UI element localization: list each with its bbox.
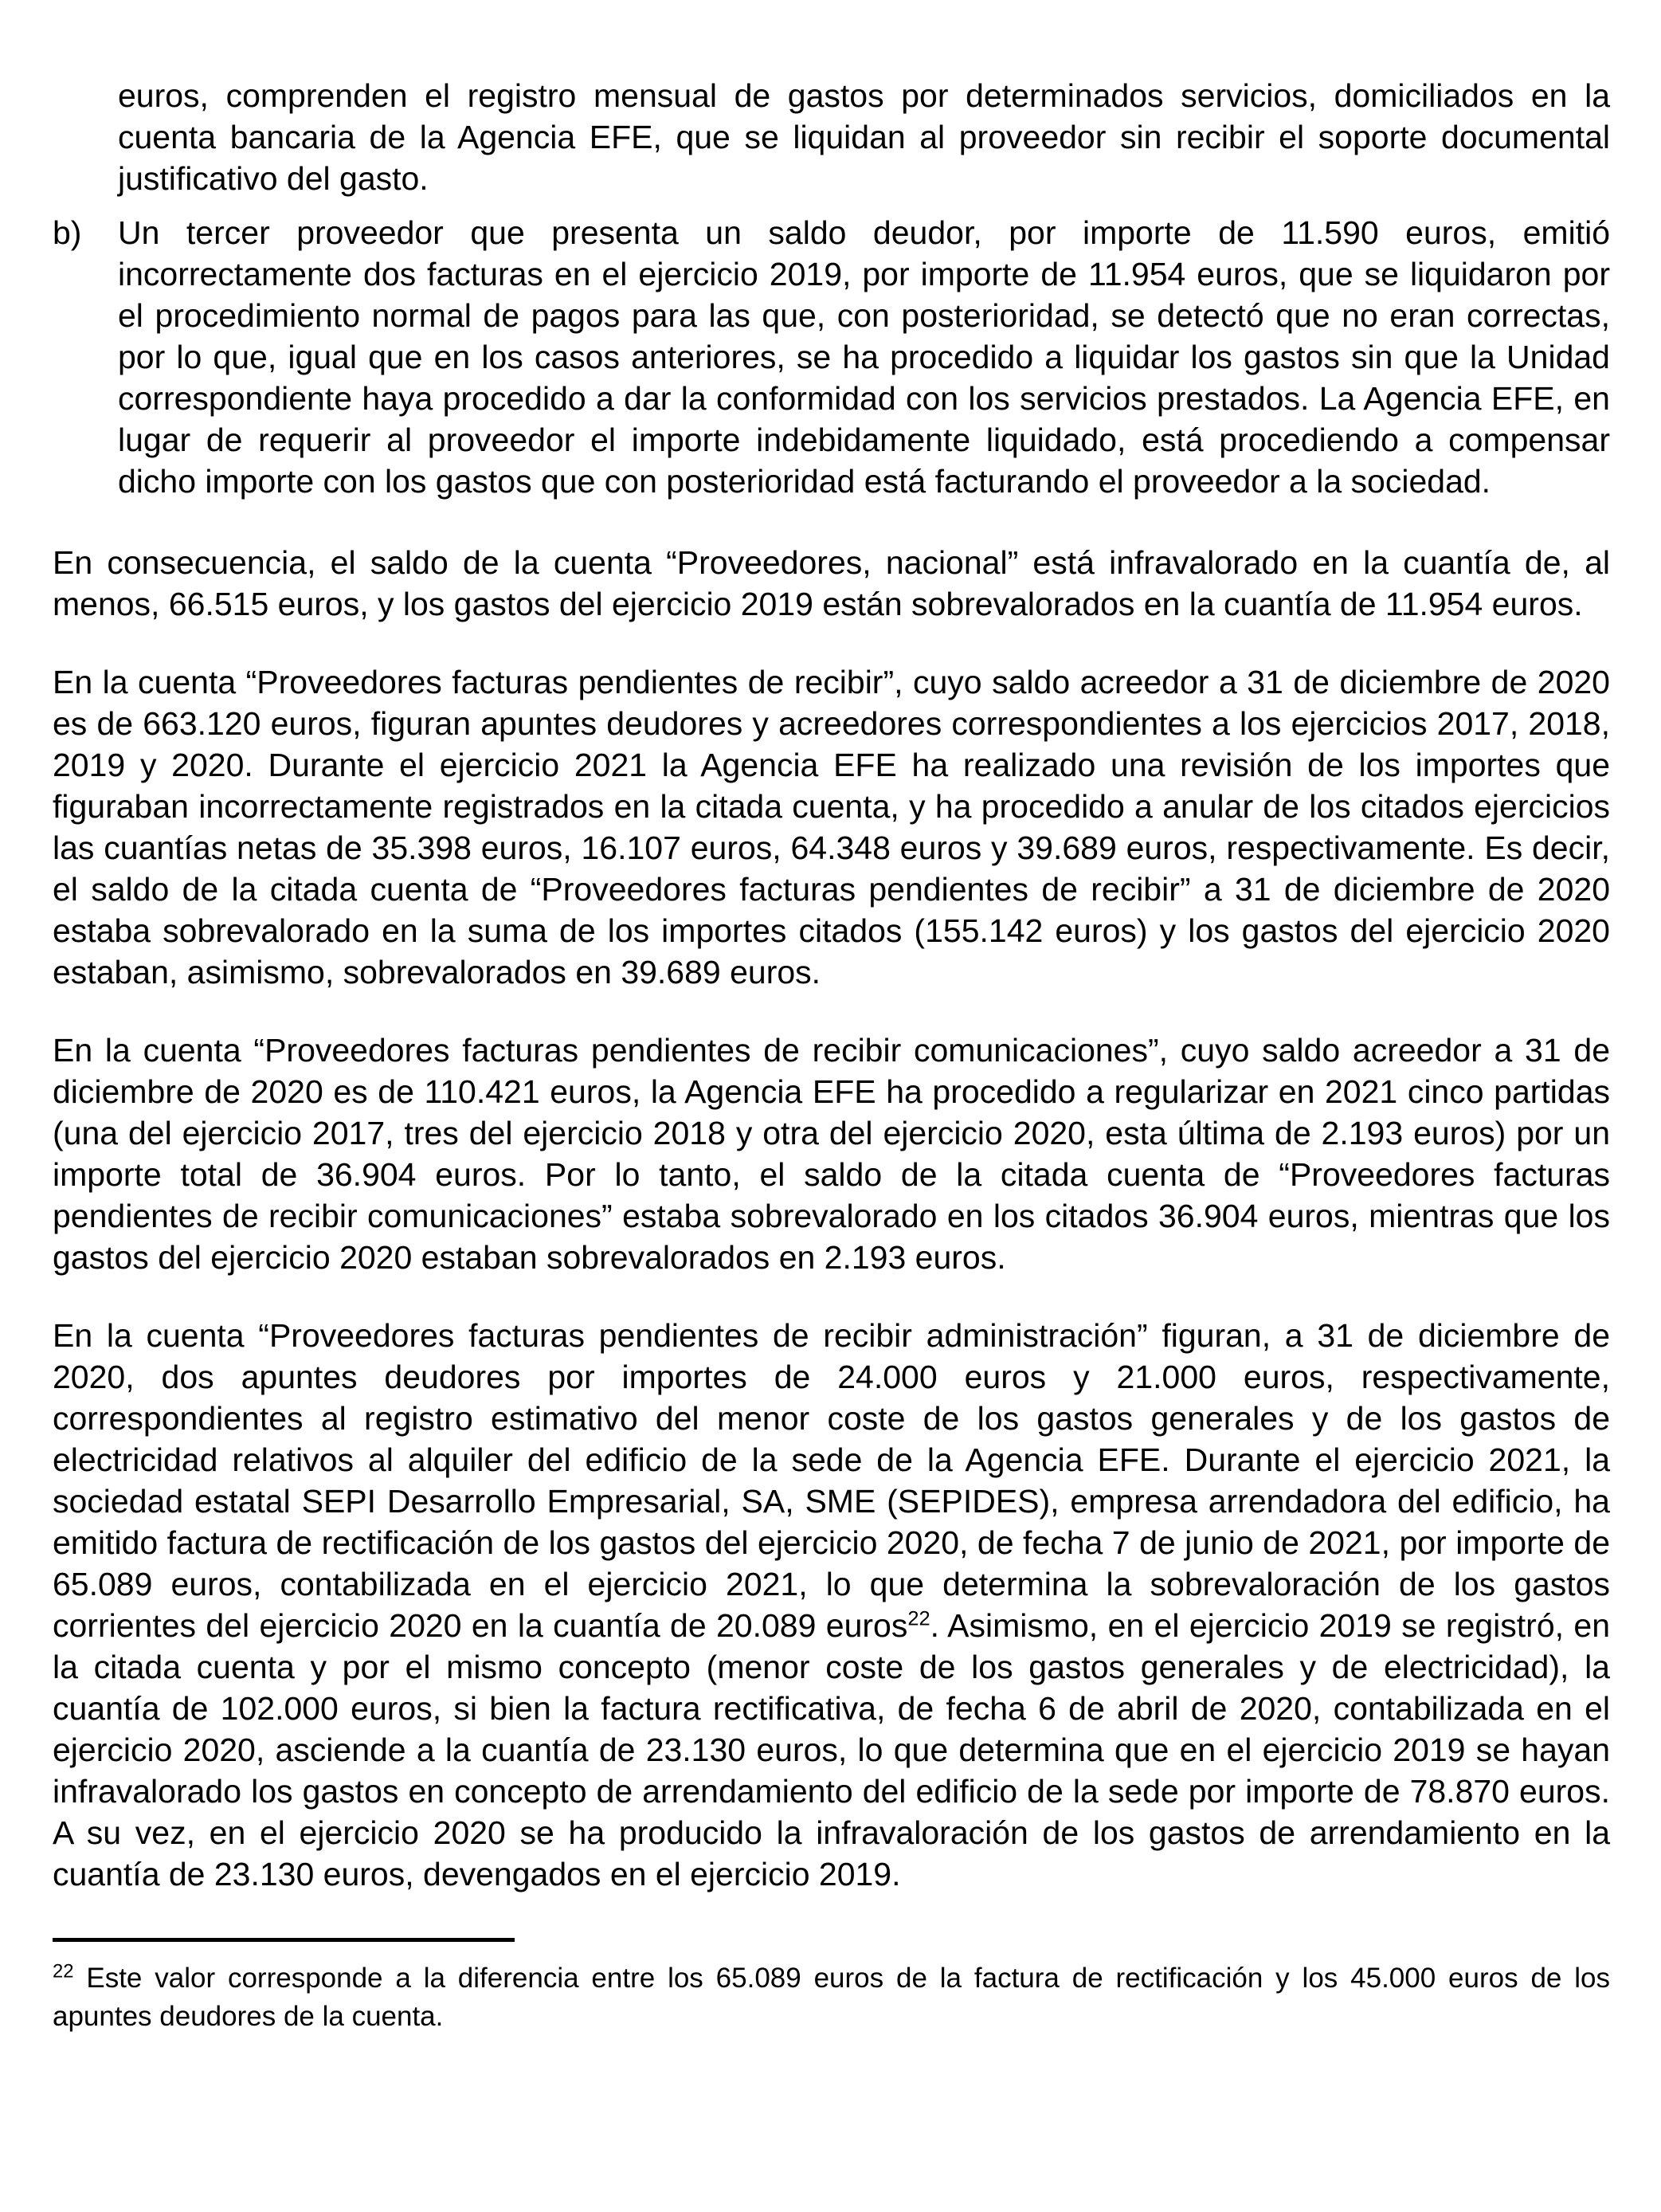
paragraph-administracion-text-after-ref: . Asimismo, en el ejercicio 2019 se registró, en la citada cuenta y por el mismo concepto (menor coste de los gastos generales y de electricidad), la cuantía de 102.000 euros, si bien la factura rectificativa, de fecha 6 de abril de 2020, contabilizada en el ejercicio 2020, asciende a la cuantía de 23.130 euros, lo que determina que en el ejercicio 2019 se hayan infravalorado los gastos en concepto de arrendamiento del edificio de la sede por importe de 78.870 euros. A su vez, en el ejercicio 2020 se ha producido la infravaloración de los gastos de arrendamiento en la cuantía de 23.130 euros, devengados en el ejercicio 2019. bbox=[53, 1607, 1611, 1892]
list-item-b-text: Un tercer proveedor que presenta un saldo deudor, por importe de 11.590 euros, emitió incorrectamente dos facturas en el ejercicio 2019, por importe de 11.954 euros, que se liquidaron por el procedimiento normal de pagos para las que, con posterioridad, se detectó que no eran correctas, por lo que, igual que en los casos anteriores, se ha procedido a liquidar los gastos sin que la Unidad correspondiente haya procedido a dar la conformidad con los servicios prestados. La Agencia EFE, en lugar de requerir al proveedor el importe indebidamente liquidado, está procediendo a compensar dicho importe con los gastos que con posterioridad está facturando el proveedor a la sociedad. bbox=[118, 214, 1610, 500]
footnote-22 bbox=[53, 1959, 1610, 2036]
footnote-reference-22: 22 bbox=[907, 1607, 930, 1630]
list-item-b bbox=[53, 212, 1610, 502]
paragraph-consecuencia: En consecuencia, el saldo de la cuenta “Proveedores, nacional” está infravalorado en la cuantía de, al menos, 66.515 euros, y los gastos del ejercicio 2019 están sobrevalorados en la cuantía de 11.954 euros. bbox=[53, 544, 1610, 622]
list-item-b-marker: b) bbox=[53, 214, 82, 251]
footnote-22-number: 22 bbox=[53, 1960, 74, 1983]
paragraph-administracion-text-before-ref: En la cuenta “Proveedores facturas pendientes de recibir administración” figuran, a 31 de diciembre de 2020, dos apuntes deudores por importes de 24.000 euros y 21.000 euros, respectivamente, correspondientes al registro estimativo del menor coste de los gastos generales y de los gastos de electricidad relativos al alquiler del edificio de la sede de la Agencia EFE. Durante el ejercicio 2021, la sociedad estatal SEPI Desarrollo Empresarial, SA, SME (SEPIDES), empresa arrendadora del edificio, ha emitido factura de rectificación de los gastos del ejercicio 2020, de fecha 7 de junio de 2021, por importe de 65.089 euros, contabilizada en el ejercicio 2021, lo que determina la sobrevaloración de los gastos corrientes del ejercicio 2020 en la cuantía de 20.089 euros bbox=[53, 1317, 1610, 1644]
footnote-22-text: Este valor corresponde a la diferencia entre los 65.089 euros de la factura de rectificación y los 45.000 euros de los apuntes deudores de la cuenta. bbox=[53, 1963, 1610, 2032]
paragraph-proveedores-comunicaciones: En la cuenta “Proveedores facturas pendientes de recibir comunicaciones”, cuyo saldo acreedor a 31 de diciembre de 2020 es de 110.421 euros, la Agencia EFE ha procedido a regularizar en 2021 cinco partidas (una del ejercicio 2017, tres del ejercicio 2018 y otra del ejercicio 2020, esta última de 2.193 euros) por un importe total de 36.904 euros. Por lo tanto, el saldo de la citada cuenta de “Proveedores facturas pendientes de recibir comunicaciones” estaba sobrevalorado en los citados 36.904 euros, mientras que los gastos del ejercicio 2020 estaban sobrevalorados en 2.193 euros. bbox=[53, 1032, 1610, 1276]
paragraph-proveedores-administracion bbox=[53, 1315, 1610, 1895]
footnote-separator-rule bbox=[53, 1938, 515, 1942]
paragraph-proveedores-pendientes-recibir: En la cuenta “Proveedores facturas pendientes de recibir”, cuyo saldo acreedor a 31 de diciembre de 2020 es de 663.120 euros, figuran apuntes deudores y acreedores correspondientes a los ejercicios 2017, 2018, 2019 y 2020. Durante el ejercicio 2021 la Agencia EFE ha realizado una revisión de los importes que figuraban incorrectamente registrados en la citada cuenta, y ha procedido a anular de los citados ejercicios las cuantías netas de 35.398 euros, 16.107 euros, 64.348 euros y 39.689 euros, respectivamente. Es decir, el saldo de la citada cuenta de “Proveedores facturas pendientes de recibir” a 31 de diciembre de 2020 estaba sobrevalorado en la suma de los importes citados (155.142 euros) y los gastos del ejercicio 2020 estaban, asimismo, sobrevalorados en 39.689 euros. bbox=[53, 664, 1610, 990]
list-item-a-continuation: euros, comprenden el registro mensual de gastos por determinados servicios, domiciliados en la cuenta bancaria de la Agencia EFE, que se liquidan al proveedor sin recibir el soporte documental justificativo del gasto. bbox=[118, 77, 1610, 197]
